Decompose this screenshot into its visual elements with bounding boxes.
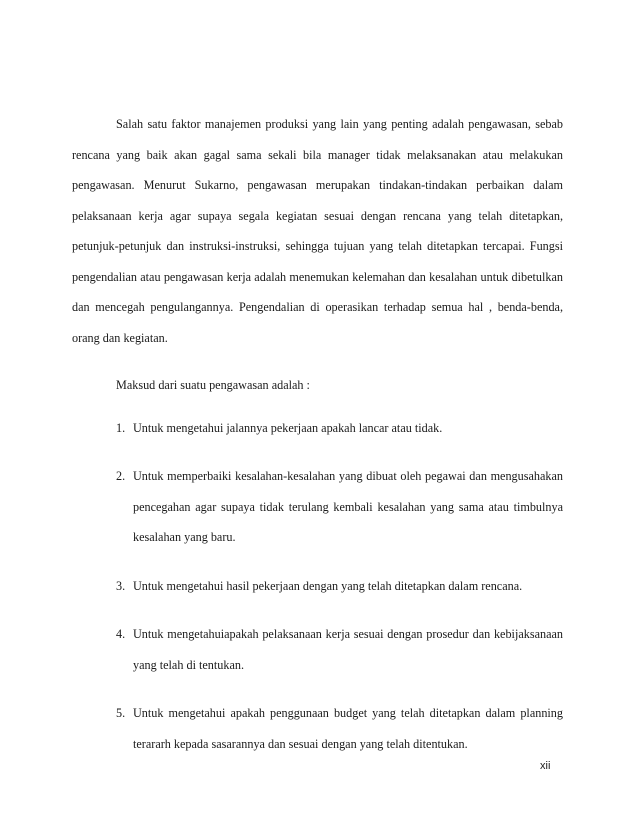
list-item-number: 2. (116, 469, 126, 483)
document-page (72, 109, 563, 759)
list-item-text: Untuk mengetahui apakah penggunaan budget yang telah ditetapkan dalam planning terararh kepada sasarannya dan sesuai dengan yang telah ditentukan. (133, 706, 563, 751)
list-item-text: Untuk memperbaiki kesalahan-kesalahan yang dibuat oleh pegawai dan mengusahakan pencegahan agar supaya tidak terulang kembali kesalahan yang sama atau timbulnya kesalahan yang baru. (133, 469, 563, 544)
list-item-number: 3. (116, 578, 126, 593)
list-item (116, 698, 563, 759)
list-item (116, 461, 563, 553)
list-intro: Maksud dari suatu pengawasan adalah : (116, 378, 310, 392)
purpose-list (72, 413, 563, 760)
list-item-number: 4. (116, 627, 126, 641)
list-item-text: Untuk mengetahui hasil pekerjaan dengan yang telah ditetapkan dalam rencana. (133, 578, 523, 593)
body-paragraph: Salah satu faktor manajemen produksi yang lain yang penting adalah pengawasan, sebab rencana yang baik akan gagal sama sekali bila manager tidak melaksanakan atau melakukan pengawasan. Menurut Sukarno, pengawasan merupakan tindakan-tindakan perbaikan dalam pelaksanaan kerja agar supaya segala kegiatan sesuai dengan rencana yang telah ditetapkan, petunjuk-petunjuk dan instruksi-instruksi, sehingga tujuan yang telah ditetapkan tercapai. Fungsi pengendalian atau pengawasan kerja adalah menemukan kelemahan dan kesalahan untuk dibetulkan dan mencegah pengulangannya. Pengendalian di operasikan terhadap semua hal , benda-benda, orang dan kegiatan. (72, 117, 563, 345)
list-item (116, 571, 563, 602)
page-number: xii (540, 760, 551, 772)
list-item-text: Untuk mengetahui jalannya pekerjaan apakah lancar atau tidak. (133, 420, 443, 435)
list-item-text: Untuk mengetahuiapakah pelaksanaan kerja sesuai dengan prosedur dan kebijaksanaan yang telah di tentukan. (133, 627, 563, 672)
list-item (116, 413, 563, 444)
list-item-number: 1. (116, 420, 126, 435)
list-item-number: 5. (116, 706, 126, 720)
list-item (116, 619, 563, 680)
